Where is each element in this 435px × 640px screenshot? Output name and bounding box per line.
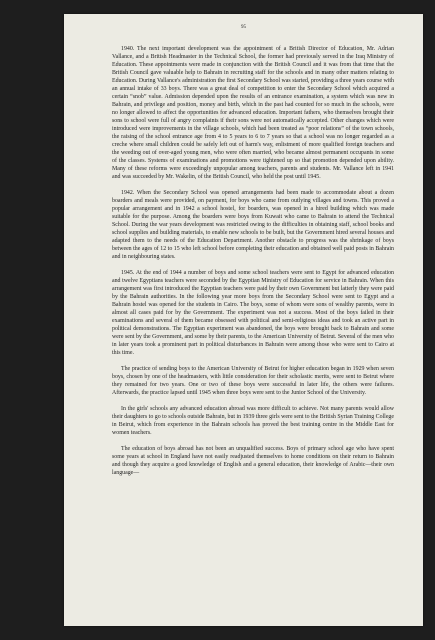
- paragraph-1945: 1945. At the end of 1944 a number of boys and some school teachers were sent to Egypt for advanced education and twelve Egyptians teachers were seconded by the Egyptian Ministry of Education for service in Bahrain. When this arrangement was first introduced the Egyptian teachers were paid by their own Government but latterly they were paid by the Bahrain authorities. In the following year more boys from the Secondary School were sent to Egypt and a Bahrain hostel was opened for the students in Cairo. The boys, some of whom were sons of wealthy parents, were in almost all cases paid for by the Government. The experiment was not a success. Most of the boys failed in their examinations and several of them became obsessed with political and semi-religious ideas and took an active part in political demonstrations. The Egyptian experiment was abandoned, the boys were brought back to Bahrain and some were sent by the Government, and some by their parents, to the American University of Beirut. Several of the men who in later years took a prominent part in political disturbances in Bahrain were among those who were sent to Cairo at this time.: [112, 270, 394, 356]
- paragraph-1940: 1940. The next important development was the appointment of a British Director of Education, Mr. Adrian Vallance, and a British Headmaster in the Technical School, the former had previously served in the Iraq Ministry of Education. These appointments were made in conjunction with the British Council and it was from that time that the British Council gave valuable help to Bahrain in recruiting staff for the schools and in many other matters relating to Education. During Vallance's administration the first Secondary School was started, providing a three years course with an annual intake of 33 boys. There was a great deal of competition to enter the Secondary School which acquired a certain “snob” value. Admission depended upon the results of an entrance examination, a system which was new in Bahrain, and privilege and position, money and birth, which in the past had counted for so much in the schools, were no longer allowed to affect the opportunities for advanced education. Important fathers, who themselves brought their sons to school were full of angry complaints if their sons were not automatically accepted. Other changes which were introduced were improvements in the village schools, which had been treated as “poor relations” of the town schools, the raising of the school entrance age from 4 to 5 years to 6 to 7 years so that a school was no longer regarded as a creche where small children could be safely left out of harm's way, enlistment of more qualified foreign teachers and the weeding out of over-aged young men, who were often married, who became almost permanent occupants in some of the classes. Systems of examinations and promotions were tightened up so that promotion depended upon ability. Many of these reforms were exceedingly unpopular among teachers, parents and students. Mr. Vallance left in 1941 and was succeeded by Mr. Wakelin, of the British Council, who held the post until 1945.: [112, 46, 394, 180]
- paragraph-beirut-university: The practice of sending boys to the American University of Beirut for higher education began in 1929 when seven boys, chosen by one of the headmasters, with little consideration for their scholastic merits, were sent to Beirut where they remained for two years. One or two of these boys were successful in later life, the others were failures. Afterwards, the practice lapsed until 1945 when three boys were sent to the Junior School of the University.: [112, 366, 394, 396]
- paragraph-1942: 1942. When the Secondary School was opened arrangements had been made to accommodate about a dozen boarders and meals were provided, on payment, for boys who came from outlying villages and towns. This proved a popular arrangement and in 1942 a school hostel, for boarders, was opened in a hired building which was made suitable for the purpose. Among the boarders were boys from Kuwait who came to Bahrain to attend the Technical School. During the war years development was restricted owing to the difficulties in obtaining staff, school books and school supplies and building materials, to enable new schools to be built, but the Government hired several houses and adapted them to the needs of the Education Department. Another obstacle to progress was the shrinkage of boys between the ages of 12 to 15 who left school before completing their education and obtained well paid posts in Bahrain and in neighbouring states.: [112, 190, 394, 260]
- page-number: 95: [241, 25, 246, 30]
- paragraph-education-abroad: The education of boys abroad has not been an unqualified success. Boys of primary school age who have spent some years at school in England have not easily readjusted themselves to home conditions on their return to Bahrain and though they acquire a good knowledge of English and a general education, their knowledge of Arabic—their own language—: [112, 446, 394, 476]
- paragraph-girls-schools: In the girls' schools any advanced education abroad was more difficult to achieve. Not many parents would allow their daughters to go to schools outside Bahrain, but in 1939 three girls were sent to the British Syrian Training College in Beirut, which from experience in the Bahrain schools has proved the best training centre in the Middle East for women teachers.: [112, 406, 394, 436]
- page-body-text: [112, 45, 394, 477]
- book-page: [64, 14, 423, 626]
